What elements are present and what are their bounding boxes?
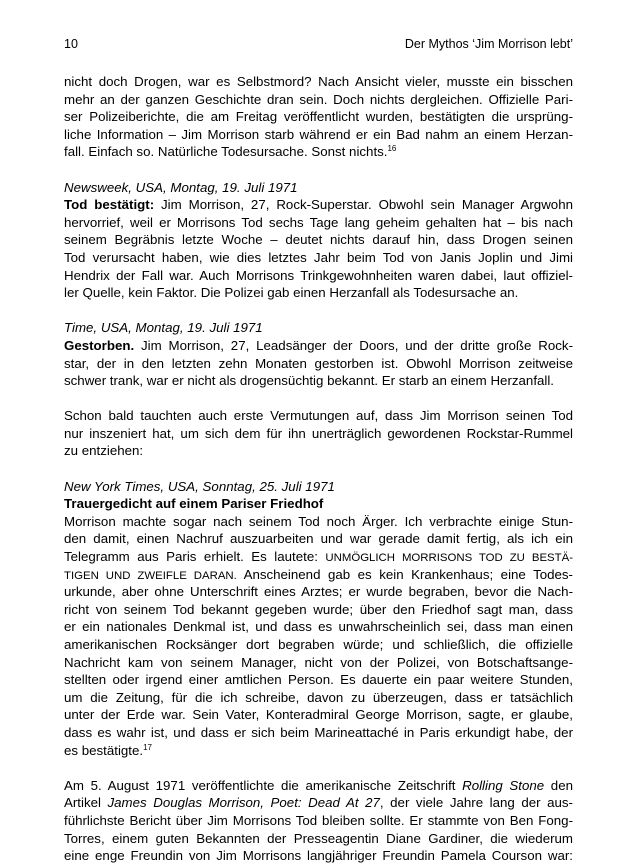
text-line: star, der in den letzten zehn Monaten gestorben ist. Obwohl Morrison zeitweise <box>64 355 573 371</box>
quote-newsweek <box>64 179 573 302</box>
quote-source: Time, USA, Montag, 19. Juli 1971 <box>64 320 263 336</box>
text-line: hervorrief, weil er Morrisons Tod sechs Tage lang geheim gehalten hat – bis nach <box>64 214 573 230</box>
text-line: ler Quelle, kein Faktor. Die Polizei gab einen Herzanfall als Todesursache an. <box>64 285 519 301</box>
text-line: Morrison machte sogar nach seinem Tod noch Ärger. Ich verbrachte einige Stun- <box>64 513 573 529</box>
footnote-ref-16: 16 <box>387 144 397 154</box>
paragraph-gap <box>64 161 573 179</box>
text-line: liche Information – Jim Morrison starb während er ein Bad nahm an einem Herzan- <box>64 126 573 142</box>
text-line: amerikanischen Rocksänger dort begraben würde; und schließlich, die offizielle <box>64 637 573 652</box>
paragraph-gap <box>64 390 573 408</box>
paragraph-gap <box>64 460 573 478</box>
text-line <box>64 337 573 355</box>
paragraph-gap <box>64 759 573 777</box>
text-line: Torres, einem guten Bekannten der Presseagentin Diane Gardiner, die wiederum <box>64 830 573 846</box>
text-line <box>64 196 573 214</box>
text-line <box>64 794 573 812</box>
page-body <box>64 73 573 865</box>
text-span: Am 5. August 1971 veröffentlichte die amerikanische Zeitschrift <box>64 777 463 793</box>
text-line: Hendrix der Fall war. Auch Morrisons Trinkgewohnheiten waren dabei, laut offiziel- <box>64 267 573 283</box>
text-line: Nachricht kam von seinem Manager, nicht von der Polizei, von Botschaftsange- <box>64 654 573 670</box>
text-line <box>64 777 573 795</box>
text-line: eine enge Freundin von Jim Morrisons langjähriger Freundin Pamela Courson war: <box>64 848 573 864</box>
text-line: ser Polizeiberichte, die am Freitag veröffentlicht wurden, bestätigten die ursprüng- <box>64 109 573 125</box>
text-line <box>64 566 573 584</box>
text-line <box>64 548 573 566</box>
text-span: den <box>544 777 573 793</box>
quote-time <box>64 319 573 389</box>
quote-lead: Gestorben. <box>64 337 135 353</box>
text-line: dass es wahr ist, und dass er sich beim Marineattaché in Paris erkundigt habe, der <box>64 724 573 740</box>
page-number: 10 <box>64 37 78 51</box>
text-line: nicht doch Drogen, war es Selbstmord? Nach Ansicht vieler, musste ein bisschen <box>64 74 573 89</box>
text-line: schwer trank, war er nicht als drogensüchtig bekannt. Er starb an einem Herzanfall. <box>64 373 555 389</box>
telegram-text: TIGEN UND ZWEIFLE DARAN. <box>64 569 237 582</box>
text-line: mehr an der ganzen Geschichte dran sein. Doch nichts dergleichen. Offizielle Pari- <box>64 91 573 107</box>
text-line: Schon bald tauchten auch erste Vermutungen auf, dass Jim Morrison seinen Tod <box>64 408 573 424</box>
telegram-text: UNMÖGLICH MORRISONS TOD ZU BESTÄ- <box>325 552 573 565</box>
paragraph-speculation <box>64 407 573 460</box>
text-line: richt von seinem Tod bekannt gegeben wurde; über den Friedhof sagt man, dass <box>64 601 573 617</box>
footnote-ref-17: 17 <box>143 742 152 752</box>
text-line: seinem Begräbnis letzte Woche – deutet nichts darauf hin, dass Drogen seinen <box>64 232 573 248</box>
text-span: Jim Morrison, 27, Rock-Superstar. Obwohl sein Manager Argwohn <box>154 197 573 213</box>
quote-nyt <box>64 478 573 760</box>
quote-source: Newsweek, USA, Montag, 19. Juli 1971 <box>64 179 298 195</box>
article-title: James Douglas Morrison, Poet: Dead At 27 <box>107 795 380 811</box>
text-span: Artikel <box>64 795 108 811</box>
text-span: , der viele Jahre lang der aus- <box>379 795 573 811</box>
text-line: zu entziehen: <box>64 443 144 459</box>
text-span: Anscheinend gab es kein Krankenhaus; eine Todes- <box>236 566 573 582</box>
paragraph-rolling-stone <box>64 777 573 865</box>
quote-headline: Trauergedicht auf einem Pariser Friedhof <box>64 496 324 512</box>
text-line <box>64 143 573 161</box>
text-line: stellten oder irgend einer amtlichen Person. Es dauerte ein paar weitere Stunden, <box>64 672 573 688</box>
text-line: nur inszeniert hat, um sich dem für ihn unerträglich gewordenen Rockstar-Rummel <box>64 425 573 441</box>
paragraph-intro <box>64 73 573 161</box>
text-span: fall. Einfach so. Natürliche Todesursache. Sonst nichts. <box>64 144 388 160</box>
text-line: unter der Erde war. Sein Vater, Konteradmiral George Morrison, sagte, er glaube, <box>64 707 573 723</box>
text-span: Telegramm aus Paris erhielt. Es lautete: <box>64 549 326 565</box>
page-header <box>64 37 573 55</box>
text-line: er ein nationales Denkmal ist, und dass es unwahrscheinlich sei, dass man einen <box>64 619 573 635</box>
text-line: den damit, einen Nachruf auszuarbeiten und war gerade damit fertig, als ich ein <box>64 531 573 547</box>
magazine-title: Rolling Stone <box>462 777 545 793</box>
text-line: urkunde, aber ohne Unterschrift eines Arztes; er wurde begraben, bevor die Nach- <box>64 584 573 600</box>
paragraph-gap <box>64 302 573 320</box>
text-line: um die Zeitung, für die ich schreibe, davon zu überzeugen, dass er tatsächlich <box>64 689 573 705</box>
quote-source: New York Times, USA, Sonntag, 25. Juli 1971 <box>64 478 335 494</box>
text-line: führlichste Bericht über Jim Morrisons Tod bleiben sollte. Er stammte von Ben Fong- <box>64 812 573 828</box>
text-span: Jim Morrison, 27, Leadsänger der Doors, und der dritte große Rock- <box>134 337 573 353</box>
text-line: Tod verursacht haben, wie dies letztes Jahr beim Tod von Janis Joplin und Jimi <box>64 249 573 265</box>
running-title: Der Mythos ‘Jim Morrison lebt’ <box>404 37 573 51</box>
text-line <box>64 742 573 760</box>
quote-lead: Tod bestätigt: <box>64 197 155 213</box>
text-span: es bestätigte. <box>64 742 144 758</box>
